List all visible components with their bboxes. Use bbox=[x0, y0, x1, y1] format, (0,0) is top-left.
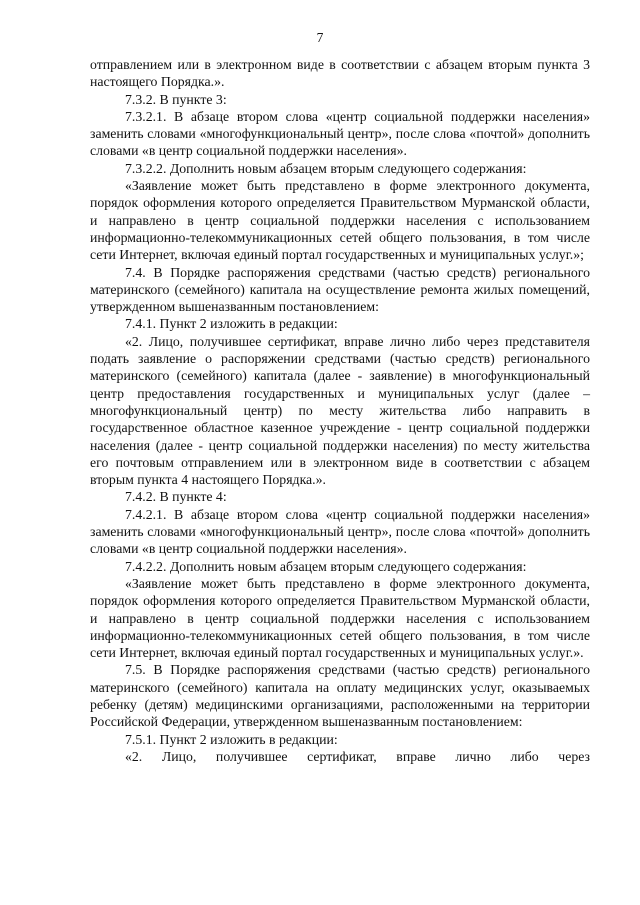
paragraph-7-3-2-1: 7.3.2.1. В абзаце втором слова «центр социальной поддержки населения» заменить словами «многофункциональный центр», после слова «почтой» дополнить словами «в центр социальной поддержки населения». bbox=[90, 108, 590, 159]
paragraph-7-3-2: 7.3.2. В пункте 3: bbox=[125, 91, 227, 107]
paragraph-7-4: 7.4. В Порядке распоряжения средствами (частью средств) регионального материнского (семейного) капитала на осуществление ремонта жилых помещений, утвержденном вышеназванным постановлением: bbox=[90, 264, 590, 315]
paragraph-quote-item-2-second: «2. Лицо, получившее сертификат, вправе лично либо через bbox=[125, 748, 590, 764]
paragraph-quote-item-2-first: «2. Лицо, получившее сертификат, вправе лично либо через представителя подать заявление о распоряжении средствами (частью средств) регионального материнского (семейного) капитала (далее - заявление) в многофункциональный центр предоставления государственных и муниципальных услуг (далее – многофункциональный центр) по месту жительства либо направить в государственное областное казенное учреждение - центр социальной поддержки населения (далее - центр социальной поддержки населения) по месту жительства его почтовым отправлением или в электронном виде в соответствии с абзацем вторым пункта 4 настоящего Порядка.». bbox=[90, 333, 590, 488]
paragraph-7-4-2-1: 7.4.2.1. В абзаце втором слова «центр социальной поддержки населения» заменить словами «многофункциональный центр», после слова «почтой» дополнить словами «в центр социальной поддержки населения». bbox=[90, 506, 590, 557]
document-body bbox=[90, 56, 590, 765]
paragraph-7-3-2-2: 7.3.2.2. Дополнить новым абзацем вторым следующего содержания: bbox=[125, 160, 527, 176]
paragraph-quote-statement-1: «Заявление может быть представлено в форме электронного документа, порядок оформления которого определяется Правительством Мурманской области, и направлено в центр социальной поддержки населения с использованием информационно-телекоммуникационных сетей общего пользования, в том числе сети Интернет, включая единый портал государственных и муниципальных услуг.»; bbox=[90, 178, 590, 263]
paragraph-quote-statement-2: «Заявление может быть представлено в форме электронного документа, порядок оформления которого определяется Правительством Мурманской области, и направлено в центр социальной поддержки населения с использованием информационно-телекоммуникационных сетей общего пользования, в том числе сети Интернет, включая единый портал государственных и муниципальных услуг.». bbox=[90, 575, 590, 661]
paragraph-7-5: 7.5. В Порядке распоряжения средствами (частью средств) регионального материнского (семейного) капитала на оплату медицинских услуг, оказываемых ребенку (детям) медицинскими организациями, расположенными на территории Российской Федерации, утвержденном вышеназванным постановлением: bbox=[90, 662, 590, 730]
paragraph-7-4-2: 7.4.2. В пункте 4: bbox=[125, 489, 227, 505]
page-number: 7 bbox=[316, 30, 324, 45]
paragraph-7-5-1: 7.5.1. Пункт 2 изложить в редакции: bbox=[125, 731, 338, 747]
paragraph-continuation: отправлением или в электронном виде в соответствии с абзацем вторым пункта 3 настоящего Порядка.». bbox=[90, 57, 590, 90]
paragraph-7-4-2-2: 7.4.2.2. Дополнить новым абзацем вторым следующего содержания: bbox=[125, 558, 527, 574]
paragraph-7-4-1: 7.4.1. Пункт 2 изложить в редакции: bbox=[125, 316, 338, 332]
